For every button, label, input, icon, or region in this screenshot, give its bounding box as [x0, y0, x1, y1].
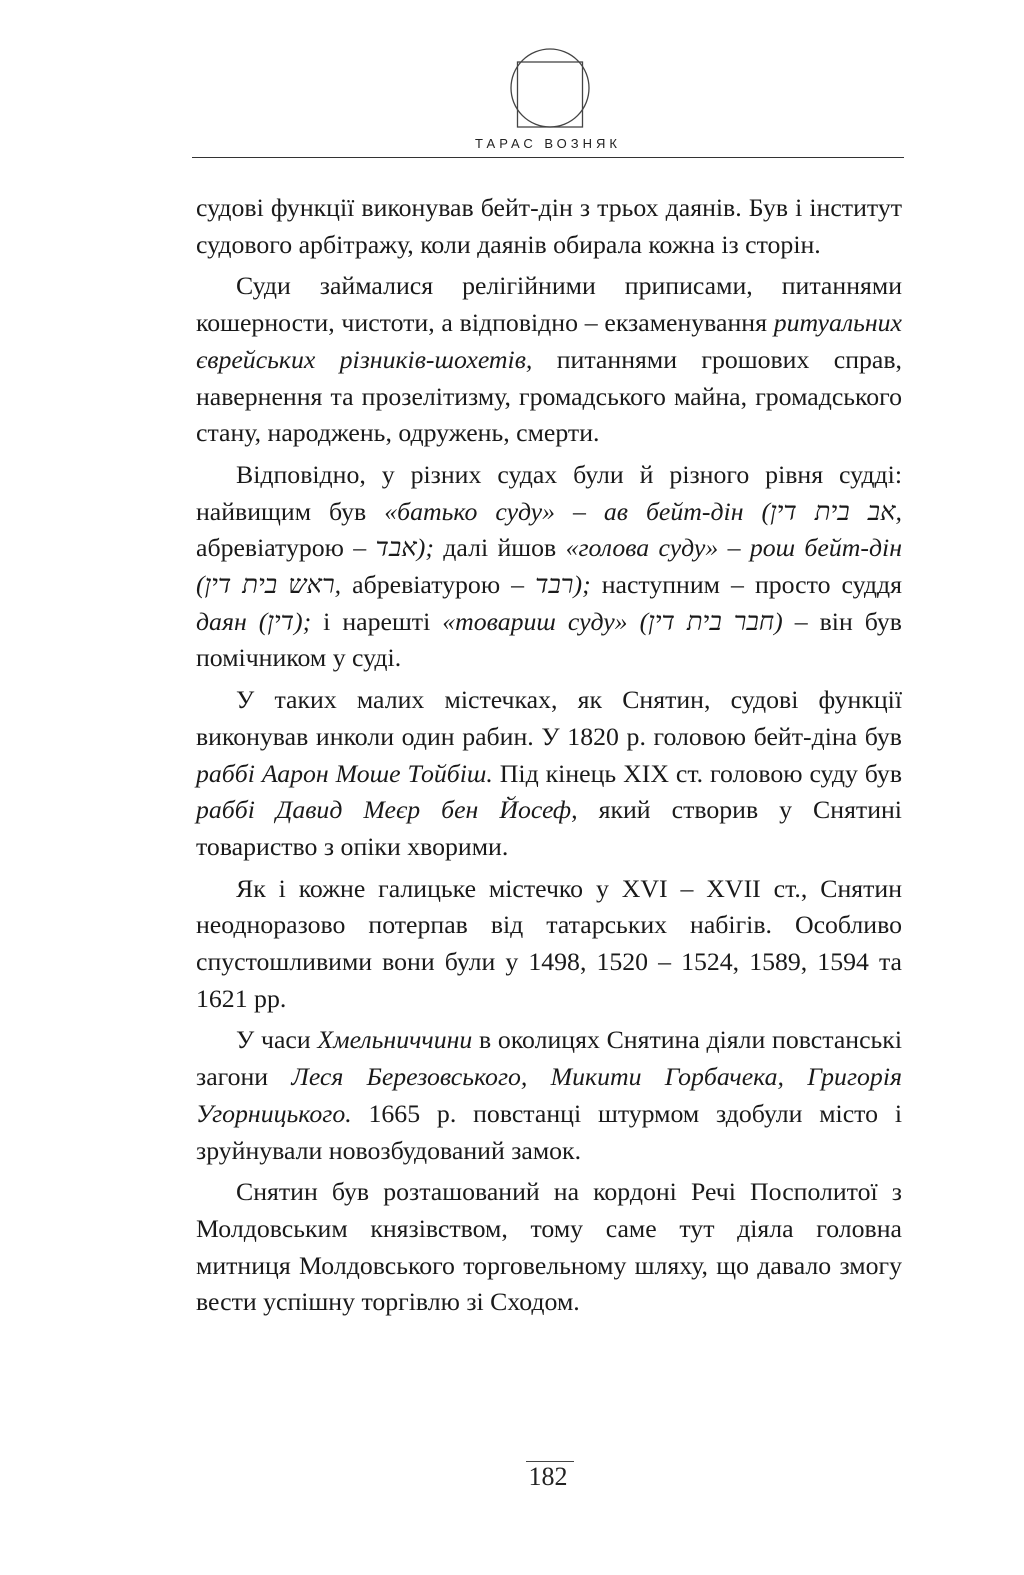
paragraph-text: Під кінець XIX ст. головою суду був	[492, 758, 903, 788]
page-body-text	[196, 190, 902, 1326]
header-logo-emblem	[510, 48, 590, 128]
body-paragraph	[196, 1174, 902, 1321]
paragraph-text: Снятин був розташований на кордоні Речі Посполитої з Молдовським князівством, тому саме тут діяла головна митниця Молдовського торговельному шляху, що давало змогу вести успішну торгівлю зі Сходом.	[196, 1177, 902, 1317]
paragraph-text: Як і кожне галицьке містечко у XVI – XVII ст., Снятин неодноразово потерпав від татарських набігів. Особливо спустошливими вони були у 1498, 1520 – 1524, 1589, 1594 та 1621 рр.	[196, 873, 902, 1013]
italic-term: раббі Аарон Моше Тойбіш.	[196, 758, 493, 788]
italic-term: ритуальних єврейських різників-шохетів,	[196, 308, 902, 374]
body-paragraph	[196, 268, 902, 452]
paragraph-text: в околицях Снятина діяли повстанські загони	[196, 1025, 902, 1092]
italic-term: «товариш суду» (חבר בית דין)	[442, 606, 783, 636]
page-number: 182	[528, 1462, 568, 1491]
paragraph-text: який створив у Снятині товариство з опіки хворими.	[196, 795, 902, 861]
paragraph-text: У таких малих містечках, як Снятин, судові функції виконував инколи один рабин. У 1820 р. головою бейт-діна був	[196, 685, 902, 751]
italic-term: Хмельниччини	[317, 1025, 473, 1055]
paragraph-text: далі йшов	[433, 533, 566, 563]
paragraph-text: абревіатурою –	[196, 533, 376, 563]
body-paragraph	[196, 190, 902, 263]
paragraph-text: Суди займалися релігійними приписами, питаннями кошерности, чистоти, а відповідно – екзаменування	[196, 271, 902, 338]
paragraph-text: абревіатурою –	[341, 570, 536, 600]
body-paragraph	[196, 871, 902, 1018]
italic-term: раббі Давид Меєр бен Йосеф,	[196, 795, 578, 825]
italic-term: רבד);	[535, 570, 591, 600]
paragraph-text: 1665 р. повстанці штурмом здобули місто і зруйнували новозбудований замок.	[196, 1098, 902, 1165]
italic-term: «батько суду» – ав бейт-дін (אב בית דין,	[384, 496, 902, 526]
paragraph-text: питаннями грошових справ, навернення та прозелітизму, громадського майна, громадського стану, народжень, одружень, смерти.	[196, 344, 902, 448]
header-divider	[192, 157, 904, 158]
paragraph-text: Відповідно, у різних судах були й різного рівня судді: найвищим був	[196, 459, 902, 526]
body-paragraph	[196, 457, 902, 677]
italic-term: даян (דין);	[196, 606, 312, 636]
paragraph-text: – він був помічником у суді.	[196, 606, 902, 673]
paragraph-text: судові функції виконував бейт-дін з трьох даянів. Був і інститут судового арбітражу, коли даянів обирала кожна із сторін.	[196, 193, 902, 259]
italic-term: «голова суду» – рош бейт-дін (ראש בית דין,	[196, 533, 902, 600]
italic-term: Леся Березовського, Микити Горбачека, Григорія Угорницького.	[196, 1062, 902, 1128]
paragraph-text: наступним – просто суддя	[590, 570, 902, 600]
running-header-author: ТАРАС ВОЗНЯК	[475, 136, 621, 151]
body-paragraph	[196, 1022, 902, 1169]
paragraph-text: і нарешті	[311, 606, 443, 636]
paragraph-text: У часи	[236, 1025, 318, 1055]
italic-term: אבד);	[375, 533, 434, 563]
body-paragraph	[196, 682, 902, 866]
